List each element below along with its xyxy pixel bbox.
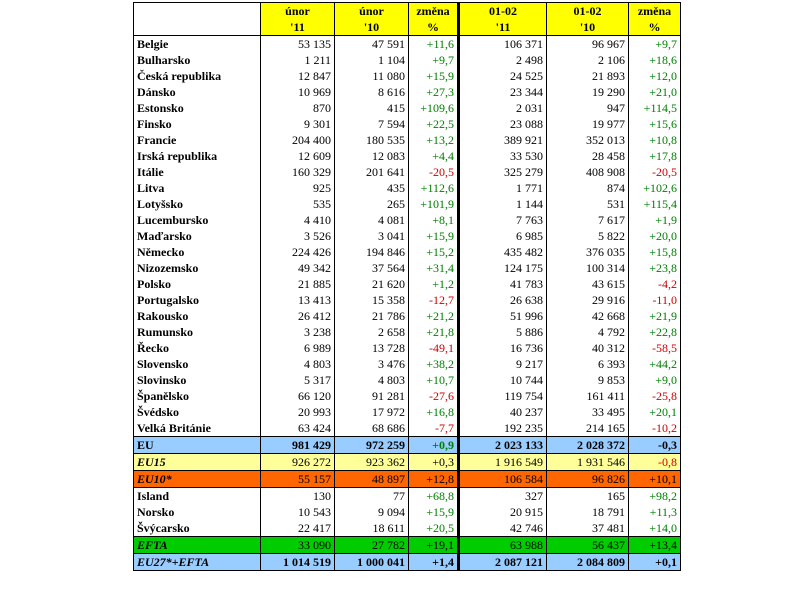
country-name: Lotyšsko — [134, 196, 261, 212]
feb-2011: 981 429 — [261, 437, 335, 454]
table-row — [134, 488, 681, 505]
header-row1 — [134, 3, 681, 20]
country-name: Dánsko — [134, 84, 261, 100]
change-jan-feb: +1,9 — [629, 212, 681, 228]
feb-2011: 6 989 — [261, 340, 335, 356]
country-name: EU27*+EFTA — [134, 554, 261, 571]
table-row — [134, 164, 681, 180]
table-row — [134, 324, 681, 340]
feb-2010: 11 080 — [335, 68, 409, 84]
jan-feb-2010: 161 411 — [547, 388, 629, 404]
country-name: Řecko — [134, 340, 261, 356]
feb-2011: 21 885 — [261, 276, 335, 292]
jan-feb-2011: 10 744 — [459, 372, 547, 388]
jan-feb-2011: 7 763 — [459, 212, 547, 228]
jan-feb-2010: 56 437 — [547, 537, 629, 554]
feb-2011: 4 410 — [261, 212, 335, 228]
change-feb: +112,6 — [409, 180, 459, 196]
jan-feb-2010: 5 822 — [547, 228, 629, 244]
country-name: Finsko — [134, 116, 261, 132]
table-row — [134, 276, 681, 292]
feb-2010: 21 620 — [335, 276, 409, 292]
jan-feb-2011: 2 023 133 — [459, 437, 547, 454]
country-name: EU15 — [134, 454, 261, 471]
jan-feb-2011: 24 525 — [459, 68, 547, 84]
header-cell: změna — [409, 3, 459, 20]
country-name: Bulharsko — [134, 52, 261, 68]
change-feb: +101,9 — [409, 196, 459, 212]
jan-feb-2011: 5 886 — [459, 324, 547, 340]
change-feb: +22,5 — [409, 116, 459, 132]
jan-feb-2011: 41 783 — [459, 276, 547, 292]
header-cell: % — [409, 19, 459, 36]
table-row — [134, 554, 681, 571]
feb-2011: 4 803 — [261, 356, 335, 372]
feb-2011: 66 120 — [261, 388, 335, 404]
change-jan-feb: +9,7 — [629, 36, 681, 53]
table-row — [134, 356, 681, 372]
table-row — [134, 504, 681, 520]
jan-feb-2010: 408 908 — [547, 164, 629, 180]
feb-2010: 415 — [335, 100, 409, 116]
change-jan-feb: +17,8 — [629, 148, 681, 164]
feb-2011: 870 — [261, 100, 335, 116]
change-feb: +13,2 — [409, 132, 459, 148]
change-feb: +20,5 — [409, 520, 459, 537]
jan-feb-2011: 124 175 — [459, 260, 547, 276]
jan-feb-2010: 1 931 546 — [547, 454, 629, 471]
feb-2010: 1 104 — [335, 52, 409, 68]
jan-feb-2010: 2 106 — [547, 52, 629, 68]
change-feb: -12,7 — [409, 292, 459, 308]
jan-feb-2011: 16 736 — [459, 340, 547, 356]
table-row — [134, 372, 681, 388]
feb-2011: 925 — [261, 180, 335, 196]
change-jan-feb: -0,3 — [629, 437, 681, 454]
change-jan-feb: +20,1 — [629, 404, 681, 420]
country-name: Slovensko — [134, 356, 261, 372]
jan-feb-2010: 29 916 — [547, 292, 629, 308]
feb-2011: 926 272 — [261, 454, 335, 471]
jan-feb-2011: 20 915 — [459, 504, 547, 520]
feb-2010: 15 358 — [335, 292, 409, 308]
feb-2010: 9 094 — [335, 504, 409, 520]
feb-2011: 20 993 — [261, 404, 335, 420]
change-feb: +9,7 — [409, 52, 459, 68]
header-cell: '10 — [547, 19, 629, 36]
feb-2011: 53 135 — [261, 36, 335, 53]
jan-feb-2010: 214 165 — [547, 420, 629, 437]
table-row — [134, 340, 681, 356]
country-name: EU — [134, 437, 261, 454]
table-row — [134, 132, 681, 148]
feb-2011: 535 — [261, 196, 335, 212]
country-name: EFTA — [134, 537, 261, 554]
change-feb: +15,9 — [409, 504, 459, 520]
jan-feb-2011: 435 482 — [459, 244, 547, 260]
header-cell — [134, 3, 261, 20]
jan-feb-2010: 42 668 — [547, 308, 629, 324]
change-feb: +27,3 — [409, 84, 459, 100]
jan-feb-2010: 19 290 — [547, 84, 629, 100]
change-feb: -27,6 — [409, 388, 459, 404]
feb-2011: 204 400 — [261, 132, 335, 148]
jan-feb-2010: 18 791 — [547, 504, 629, 520]
header-cell: '11 — [459, 19, 547, 36]
feb-2011: 224 426 — [261, 244, 335, 260]
change-jan-feb: +21,9 — [629, 308, 681, 324]
change-jan-feb: +11,3 — [629, 504, 681, 520]
change-feb: +15,9 — [409, 228, 459, 244]
feb-2010: 1 000 041 — [335, 554, 409, 571]
jan-feb-2011: 325 279 — [459, 164, 547, 180]
change-jan-feb: +115,4 — [629, 196, 681, 212]
jan-feb-2010: 96 826 — [547, 471, 629, 488]
change-feb: +68,8 — [409, 488, 459, 505]
country-name: Německo — [134, 244, 261, 260]
change-feb: +21,2 — [409, 308, 459, 324]
table-row — [134, 52, 681, 68]
jan-feb-2011: 192 235 — [459, 420, 547, 437]
feb-2010: 21 786 — [335, 308, 409, 324]
change-feb: +38,2 — [409, 356, 459, 372]
change-feb: +11,6 — [409, 36, 459, 53]
jan-feb-2011: 23 088 — [459, 116, 547, 132]
change-jan-feb: +21,0 — [629, 84, 681, 100]
jan-feb-2011: 106 584 — [459, 471, 547, 488]
jan-feb-2010: 9 853 — [547, 372, 629, 388]
feb-2010: 7 594 — [335, 116, 409, 132]
jan-feb-2011: 1 144 — [459, 196, 547, 212]
change-jan-feb: +98,2 — [629, 488, 681, 505]
feb-2010: 8 616 — [335, 84, 409, 100]
jan-feb-2011: 23 344 — [459, 84, 547, 100]
table-row — [134, 437, 681, 454]
change-feb: -7,7 — [409, 420, 459, 437]
table-row — [134, 308, 681, 324]
change-jan-feb: +14,0 — [629, 520, 681, 537]
change-jan-feb: +44,2 — [629, 356, 681, 372]
country-name: Rumunsko — [134, 324, 261, 340]
jan-feb-2011: 6 985 — [459, 228, 547, 244]
change-jan-feb: +15,8 — [629, 244, 681, 260]
jan-feb-2011: 2 031 — [459, 100, 547, 116]
feb-2011: 13 413 — [261, 292, 335, 308]
jan-feb-2010: 874 — [547, 180, 629, 196]
feb-2010: 18 611 — [335, 520, 409, 537]
table-row — [134, 404, 681, 420]
change-feb: +12,8 — [409, 471, 459, 488]
change-feb: +1,2 — [409, 276, 459, 292]
change-feb: +21,8 — [409, 324, 459, 340]
country-name: Itálie — [134, 164, 261, 180]
feb-2010: 180 535 — [335, 132, 409, 148]
feb-2010: 91 281 — [335, 388, 409, 404]
header-cell: 01-02 — [459, 3, 547, 20]
feb-2010: 17 972 — [335, 404, 409, 420]
jan-feb-2010: 33 495 — [547, 404, 629, 420]
change-jan-feb: -4,2 — [629, 276, 681, 292]
jan-feb-2010: 6 393 — [547, 356, 629, 372]
feb-2011: 10 543 — [261, 504, 335, 520]
feb-2010: 27 782 — [335, 537, 409, 554]
feb-2010: 68 686 — [335, 420, 409, 437]
feb-2011: 26 412 — [261, 308, 335, 324]
jan-feb-2011: 42 746 — [459, 520, 547, 537]
change-jan-feb: -10,2 — [629, 420, 681, 437]
jan-feb-2010: 21 893 — [547, 68, 629, 84]
jan-feb-2010: 947 — [547, 100, 629, 116]
jan-feb-2010: 2 028 372 — [547, 437, 629, 454]
jan-feb-2010: 43 615 — [547, 276, 629, 292]
jan-feb-2010: 7 617 — [547, 212, 629, 228]
change-feb: +0,3 — [409, 454, 459, 471]
table-row — [134, 196, 681, 212]
jan-feb-2011: 2 087 121 — [459, 554, 547, 571]
change-jan-feb: -58,5 — [629, 340, 681, 356]
feb-2011: 55 157 — [261, 471, 335, 488]
feb-2011: 3 238 — [261, 324, 335, 340]
feb-2011: 49 342 — [261, 260, 335, 276]
table-row — [134, 116, 681, 132]
country-name: Irská republika — [134, 148, 261, 164]
jan-feb-2011: 26 638 — [459, 292, 547, 308]
change-feb: +8,1 — [409, 212, 459, 228]
change-jan-feb: +15,6 — [629, 116, 681, 132]
header-cell: únor — [335, 3, 409, 20]
change-feb: +31,4 — [409, 260, 459, 276]
feb-2010: 4 081 — [335, 212, 409, 228]
feb-2010: 3 041 — [335, 228, 409, 244]
jan-feb-2010: 352 013 — [547, 132, 629, 148]
table-row — [134, 244, 681, 260]
table-row — [134, 454, 681, 471]
feb-2010: 972 259 — [335, 437, 409, 454]
header-cell: % — [629, 19, 681, 36]
table-row — [134, 148, 681, 164]
change-feb: +1,4 — [409, 554, 459, 571]
country-name: Španělsko — [134, 388, 261, 404]
change-jan-feb: -25,8 — [629, 388, 681, 404]
feb-2011: 12 847 — [261, 68, 335, 84]
feb-2011: 9 301 — [261, 116, 335, 132]
jan-feb-2010: 100 314 — [547, 260, 629, 276]
country-name: Norsko — [134, 504, 261, 520]
table-row — [134, 212, 681, 228]
feb-2011: 1 014 519 — [261, 554, 335, 571]
change-feb: +0,9 — [409, 437, 459, 454]
change-jan-feb: +0,1 — [629, 554, 681, 571]
change-feb: +15,2 — [409, 244, 459, 260]
country-name: Rakousko — [134, 308, 261, 324]
change-feb: -20,5 — [409, 164, 459, 180]
jan-feb-2010: 19 977 — [547, 116, 629, 132]
change-jan-feb: -0,8 — [629, 454, 681, 471]
feb-2010: 37 564 — [335, 260, 409, 276]
jan-feb-2011: 106 371 — [459, 36, 547, 53]
table-row — [134, 36, 681, 53]
feb-2010: 4 803 — [335, 372, 409, 388]
table-row — [134, 228, 681, 244]
feb-2011: 160 329 — [261, 164, 335, 180]
change-jan-feb: -20,5 — [629, 164, 681, 180]
feb-2010: 2 658 — [335, 324, 409, 340]
country-name: Nizozemsko — [134, 260, 261, 276]
feb-2011: 5 317 — [261, 372, 335, 388]
table-row — [134, 100, 681, 116]
country-name: Česká republika — [134, 68, 261, 84]
country-name: Francie — [134, 132, 261, 148]
table-row — [134, 420, 681, 437]
feb-2011: 63 424 — [261, 420, 335, 437]
jan-feb-2011: 389 921 — [459, 132, 547, 148]
jan-feb-2010: 2 084 809 — [547, 554, 629, 571]
table-row — [134, 180, 681, 196]
header-cell: 01-02 — [547, 3, 629, 20]
country-name: Belgie — [134, 36, 261, 53]
change-jan-feb: +13,4 — [629, 537, 681, 554]
change-jan-feb: +20,0 — [629, 228, 681, 244]
jan-feb-2010: 96 967 — [547, 36, 629, 53]
change-feb: +19,1 — [409, 537, 459, 554]
jan-feb-2010: 28 458 — [547, 148, 629, 164]
change-feb: +10,7 — [409, 372, 459, 388]
country-name: Slovinsko — [134, 372, 261, 388]
feb-2010: 12 083 — [335, 148, 409, 164]
country-name: Island — [134, 488, 261, 505]
header-cell: '11 — [261, 19, 335, 36]
feb-2011: 10 969 — [261, 84, 335, 100]
jan-feb-2010: 531 — [547, 196, 629, 212]
change-feb: +4,4 — [409, 148, 459, 164]
jan-feb-2010: 376 035 — [547, 244, 629, 260]
country-name: Portugalsko — [134, 292, 261, 308]
change-jan-feb: +10,1 — [629, 471, 681, 488]
jan-feb-2011: 2 498 — [459, 52, 547, 68]
header-cell: '10 — [335, 19, 409, 36]
table-row — [134, 84, 681, 100]
feb-2011: 3 526 — [261, 228, 335, 244]
jan-feb-2010: 37 481 — [547, 520, 629, 537]
change-feb: +109,6 — [409, 100, 459, 116]
feb-2010: 265 — [335, 196, 409, 212]
feb-2011: 33 090 — [261, 537, 335, 554]
header-cell — [134, 19, 261, 36]
jan-feb-2010: 4 792 — [547, 324, 629, 340]
feb-2010: 435 — [335, 180, 409, 196]
feb-2011: 22 417 — [261, 520, 335, 537]
country-name: Velká Británie — [134, 420, 261, 437]
feb-2010: 77 — [335, 488, 409, 505]
country-name: Švýcarsko — [134, 520, 261, 537]
jan-feb-2010: 165 — [547, 488, 629, 505]
change-jan-feb: +102,6 — [629, 180, 681, 196]
jan-feb-2010: 40 312 — [547, 340, 629, 356]
feb-2010: 923 362 — [335, 454, 409, 471]
feb-2010: 48 897 — [335, 471, 409, 488]
feb-2011: 12 609 — [261, 148, 335, 164]
table-row — [134, 471, 681, 488]
change-jan-feb: +114,5 — [629, 100, 681, 116]
jan-feb-2011: 1 916 549 — [459, 454, 547, 471]
feb-2010: 201 641 — [335, 164, 409, 180]
change-feb: -49,1 — [409, 340, 459, 356]
jan-feb-2011: 33 530 — [459, 148, 547, 164]
change-feb: +16,8 — [409, 404, 459, 420]
country-name: Maďarsko — [134, 228, 261, 244]
feb-2011: 130 — [261, 488, 335, 505]
header-cell: změna — [629, 3, 681, 20]
header-row2 — [134, 19, 681, 36]
country-name: Litva — [134, 180, 261, 196]
table-row — [134, 537, 681, 554]
country-name: Polsko — [134, 276, 261, 292]
table-row — [134, 388, 681, 404]
jan-feb-2011: 40 237 — [459, 404, 547, 420]
registrations-table — [133, 2, 681, 571]
change-jan-feb: -11,0 — [629, 292, 681, 308]
table-row — [134, 68, 681, 84]
change-jan-feb: +9,0 — [629, 372, 681, 388]
jan-feb-2011: 63 988 — [459, 537, 547, 554]
change-jan-feb: +10,8 — [629, 132, 681, 148]
feb-2010: 47 591 — [335, 36, 409, 53]
change-jan-feb: +12,0 — [629, 68, 681, 84]
jan-feb-2011: 119 754 — [459, 388, 547, 404]
change-jan-feb: +22,8 — [629, 324, 681, 340]
table-row — [134, 292, 681, 308]
table-row — [134, 260, 681, 276]
change-jan-feb: +18,6 — [629, 52, 681, 68]
jan-feb-2011: 327 — [459, 488, 547, 505]
table-row — [134, 520, 681, 537]
country-name: EU10* — [134, 471, 261, 488]
feb-2010: 3 476 — [335, 356, 409, 372]
feb-2010: 13 728 — [335, 340, 409, 356]
country-name: Lucembursko — [134, 212, 261, 228]
change-feb: +15,9 — [409, 68, 459, 84]
feb-2010: 194 846 — [335, 244, 409, 260]
jan-feb-2011: 9 217 — [459, 356, 547, 372]
country-name: Estonsko — [134, 100, 261, 116]
jan-feb-2011: 1 771 — [459, 180, 547, 196]
feb-2011: 1 211 — [261, 52, 335, 68]
jan-feb-2011: 51 996 — [459, 308, 547, 324]
country-name: Švédsko — [134, 404, 261, 420]
change-jan-feb: +23,8 — [629, 260, 681, 276]
header-cell: únor — [261, 3, 335, 20]
